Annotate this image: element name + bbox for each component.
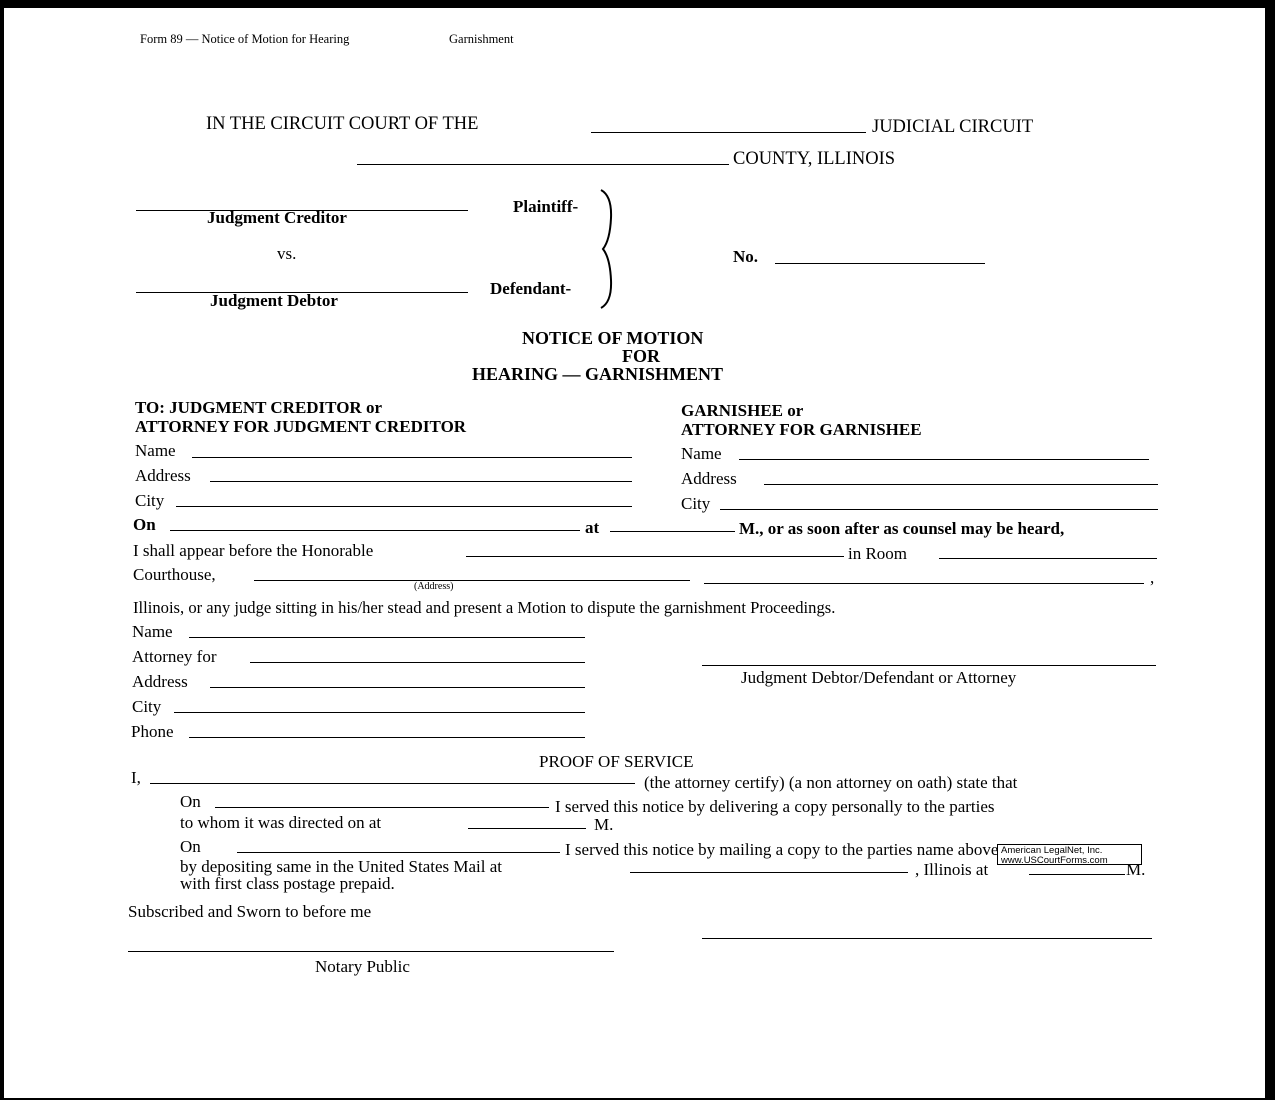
garnishee-name-field[interactable]: [739, 459, 1149, 460]
certify-text: (the attorney certify) (a non attorney on oath) state that: [644, 773, 1018, 792]
mail-location-field[interactable]: [630, 872, 908, 873]
creditor-city-field[interactable]: [176, 506, 632, 507]
signer-address-field[interactable]: [210, 687, 585, 688]
signer-phone-label: Phone: [131, 722, 174, 741]
publisher-website: www.USCourtForms.com: [1001, 855, 1108, 866]
directed-text: to whom it was directed on at: [180, 813, 382, 832]
deposit-text: by depositing same in the United States Mail at: [180, 857, 503, 876]
courthouse-address-field[interactable]: [254, 580, 690, 581]
signer-name-label: Name: [132, 622, 173, 641]
served-personal-text: I served this notice by delivering a copy personally to the parties: [555, 797, 995, 816]
hearing-on-label: On: [133, 515, 156, 534]
creditor-city-label: City: [135, 491, 165, 510]
defendant-label: Defendant-: [490, 279, 572, 298]
title-line1: NOTICE OF MOTION: [522, 328, 704, 348]
signature-caption: Judgment Debtor/Defendant or Attorney: [741, 668, 1017, 687]
creditor-address-field[interactable]: [210, 481, 632, 482]
directed-time-field[interactable]: [468, 828, 586, 829]
judge-name-field[interactable]: [466, 556, 844, 557]
vs-label: vs.: [277, 244, 297, 263]
garnishee-city-field[interactable]: [720, 509, 1158, 510]
proof-on1-label: On: [180, 792, 201, 811]
postage-text: with first class postage prepaid.: [180, 874, 395, 893]
proof-heading: PROOF OF SERVICE: [539, 752, 694, 771]
mail-time-field[interactable]: [1029, 874, 1125, 875]
illinois-at-label: , Illinois at: [915, 860, 989, 879]
judgment-debtor-label: Judgment Debtor: [210, 291, 338, 310]
judicial-circuit-field[interactable]: [591, 132, 866, 133]
case-no-label: No.: [733, 247, 759, 266]
attorney-for-field[interactable]: [250, 662, 585, 663]
proof-on2-label: On: [180, 837, 201, 856]
county-label: COUNTY, ILLINOIS: [733, 149, 896, 169]
title-line3: HEARING — GARNISHMENT: [472, 364, 724, 384]
form-page: [4, 8, 1265, 1098]
courthouse-label: Courthouse,: [133, 565, 216, 584]
hearing-at-label: at: [585, 518, 600, 537]
creditor-address-label: Address: [135, 466, 191, 485]
garnishee-address-field[interactable]: [764, 484, 1158, 485]
publisher-stamp: [997, 844, 1142, 865]
hearing-m-text: M., or as soon after as counsel may be heard,: [739, 519, 1065, 538]
court-line-prefix: IN THE CIRCUIT COURT OF THE: [206, 114, 479, 134]
judgment-creditor-label: Judgment Creditor: [207, 208, 347, 227]
appear-text: I shall appear before the Honorable: [133, 541, 374, 560]
debtor-signature-field[interactable]: [702, 665, 1156, 666]
served-mail-text: I served this notice by mailing a copy to the parties name above: [565, 840, 999, 859]
caption-brace: [598, 188, 620, 310]
mail-m-label: M.: [1126, 860, 1146, 879]
room-number-field[interactable]: [939, 558, 1157, 559]
signer-address-label: Address: [132, 672, 188, 691]
to-left-heading2: ATTORNEY FOR JUDGMENT CREDITOR: [135, 417, 467, 436]
garnishee-name-label: Name: [681, 444, 722, 463]
attorney-for-label: Attorney for: [132, 647, 217, 666]
form-subject: Garnishment: [449, 32, 514, 46]
notary-label: Notary Public: [315, 957, 410, 976]
server-signature-field[interactable]: [702, 938, 1152, 939]
courthouse-city-field[interactable]: [704, 583, 1144, 584]
to-left-heading1: TO: JUDGMENT CREDITOR or: [135, 398, 382, 417]
hearing-date-field[interactable]: [170, 530, 580, 531]
case-number-field[interactable]: [775, 263, 985, 264]
form-title: Form 89 — Notice of Motion for Hearing: [140, 32, 350, 46]
personal-service-date-field[interactable]: [215, 807, 549, 808]
signer-name-field[interactable]: [189, 637, 585, 638]
hearing-time-field[interactable]: [610, 531, 735, 532]
title-line2: FOR: [622, 346, 660, 366]
mail-service-date-field[interactable]: [237, 852, 560, 853]
signer-city-field[interactable]: [174, 712, 585, 713]
creditor-name-field[interactable]: [192, 457, 632, 458]
garnishee-city-label: City: [681, 494, 711, 513]
notary-signature-field[interactable]: [128, 951, 614, 952]
county-field[interactable]: [357, 164, 729, 165]
subscribed-text: Subscribed and Sworn to before me: [128, 902, 372, 921]
to-right-heading2: ATTORNEY FOR GARNISHEE: [681, 420, 922, 439]
address-hint: (Address): [414, 581, 454, 592]
signer-city-label: City: [132, 697, 162, 716]
publisher-company: American LegalNet, Inc.: [1001, 845, 1103, 856]
court-line-suffix: JUDICIAL CIRCUIT: [872, 117, 1034, 137]
proof-i-label: I,: [131, 768, 141, 787]
signer-phone-field[interactable]: [189, 737, 585, 738]
plaintiff-label: Plaintiff-: [513, 197, 579, 216]
directed-m-label: M.: [594, 815, 614, 834]
garnishee-address-label: Address: [681, 469, 737, 488]
to-right-heading1: GARNISHEE or: [681, 401, 804, 420]
in-room-label: in Room: [848, 544, 908, 563]
courthouse-comma: ,: [1150, 568, 1155, 587]
creditor-name-label: Name: [135, 441, 176, 460]
illinois-text: Illinois, or any judge sitting in his/her stead and present a Motion to dispute the garnishment Proceedings.: [133, 598, 836, 617]
server-name-field[interactable]: [150, 783, 635, 784]
